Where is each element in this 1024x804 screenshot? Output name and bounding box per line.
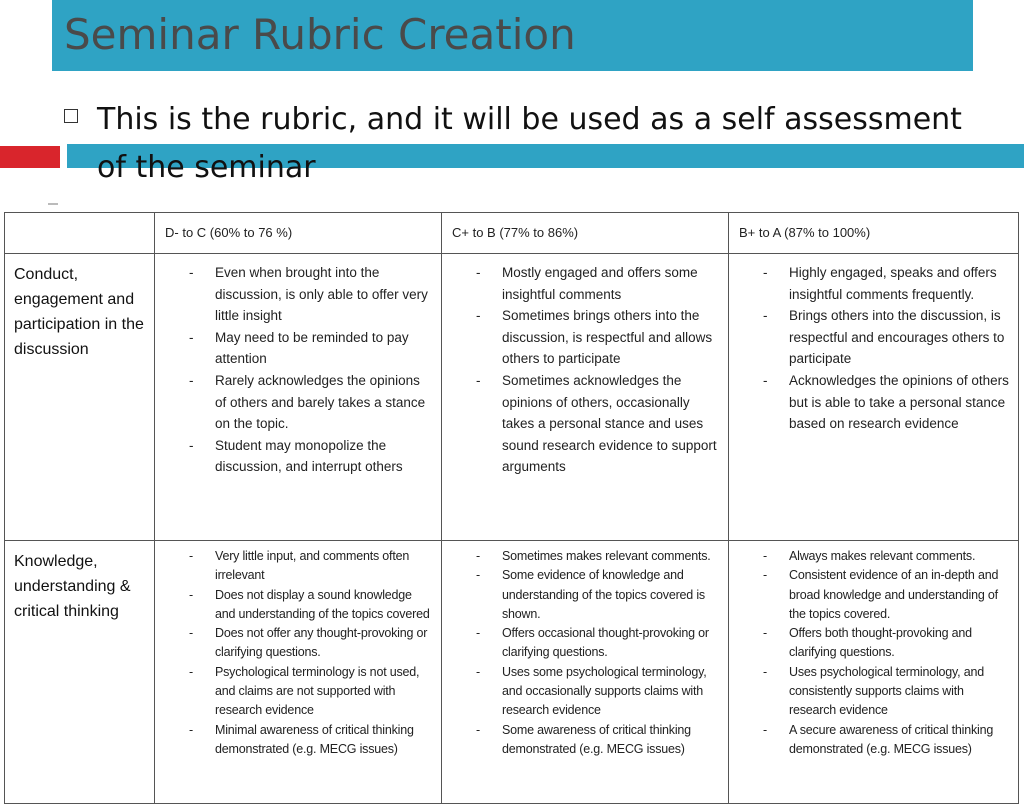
descriptor-cell: [729, 541, 1019, 804]
descriptor-cell: [729, 254, 1019, 541]
header-cell-d-to-c: [155, 213, 442, 254]
list-item: - Does not display a sound knowledge and understanding of the topics covered: [155, 586, 433, 625]
descriptor-cell: [155, 541, 442, 804]
list-item: - Rarely acknowledges the opinions of others and barely takes a stance on the topic.: [155, 370, 433, 435]
list-item: - Brings others into the discussion, is respectful and encourages others to participate: [729, 305, 1010, 370]
list-item: - Sometimes makes relevant comments.: [442, 547, 720, 566]
list-item: - Minimal awareness of critical thinking demonstrated (e.g. MECG issues): [155, 721, 433, 760]
list-item: - Always makes relevant comments.: [729, 547, 1010, 566]
list-item: - Some awareness of critical thinking demonstrated (e.g. MECG issues): [442, 721, 720, 760]
list-item: - Student may monopolize the discussion, and interrupt others: [155, 435, 433, 478]
list-item: - Mostly engaged and offers some insightful comments: [442, 262, 720, 305]
list-item: - Uses some psychological terminology, and occasionally supports claims with research evidence: [442, 663, 720, 721]
criterion-label: Conduct, engagement and participation in the discussion: [14, 266, 144, 358]
list-item: - Psychological terminology is not used, and claims are not supported with research evidence: [155, 663, 433, 721]
criterion-cell: [5, 541, 155, 804]
header-label: D- to C (60% to 76 %): [165, 225, 293, 240]
table-row: [5, 254, 1019, 541]
criterion-cell: [5, 254, 155, 541]
title-bar: [52, 0, 973, 71]
table-row: [5, 541, 1019, 804]
list-item: - Offers occasional thought-provoking or clarifying questions.: [442, 624, 720, 663]
header-cell-c-to-b: [442, 213, 729, 254]
slide-title: Seminar Rubric Creation: [64, 10, 576, 59]
rubric-table: [4, 212, 1019, 804]
list-item: - Offers both thought-provoking and clarifying questions.: [729, 624, 1010, 663]
list-item: - Very little input, and comments often irrelevant: [155, 547, 433, 586]
list-item: - Consistent evidence of an in-depth and broad knowledge and understanding of the topics covered.: [729, 566, 1010, 624]
header-label: B+ to A (87% to 100%): [739, 225, 871, 240]
descriptor-cell: [442, 541, 729, 804]
list-item: - Does not offer any thought-provoking or clarifying questions.: [155, 624, 433, 663]
descriptor-cell: [155, 254, 442, 541]
divider: [48, 203, 58, 205]
list-item: - Even when brought into the discussion, is only able to offer very little insight: [155, 262, 433, 327]
descriptor-cell: [442, 254, 729, 541]
list-item: - Acknowledges the opinions of others but is able to take a personal stance based on research evidence: [729, 370, 1010, 435]
list-item: - Uses psychological terminology, and consistently supports claims with research evidence: [729, 663, 1010, 721]
bullet-text: This is the rubric, and it will be used as a self assessment of the seminar: [97, 102, 962, 185]
header-row: [5, 213, 1019, 254]
header-label: C+ to B (77% to 86%): [452, 225, 579, 240]
list-item: - Sometimes brings others into the discussion, is respectful and allows others to participate: [442, 305, 720, 370]
list-item: - Some evidence of knowledge and understanding of the topics covered is shown.: [442, 566, 720, 624]
list-item: - May need to be reminded to pay attention: [155, 327, 433, 370]
header-cell-b-to-a: [729, 213, 1019, 254]
list-item: - Sometimes acknowledges the opinions of others, occasionally takes a personal stance and uses sound research evidence to support arguments: [442, 370, 720, 478]
square-bullet-icon: [64, 109, 78, 123]
header-cell-empty: [5, 213, 155, 254]
list-item: - A secure awareness of critical thinking demonstrated (e.g. MECG issues): [729, 721, 1010, 760]
criterion-label: Knowledge, understanding & critical thinking: [14, 553, 131, 620]
list-item: - Highly engaged, speaks and offers insightful comments frequently.: [729, 262, 1010, 305]
accent-red-bar: [0, 146, 60, 168]
